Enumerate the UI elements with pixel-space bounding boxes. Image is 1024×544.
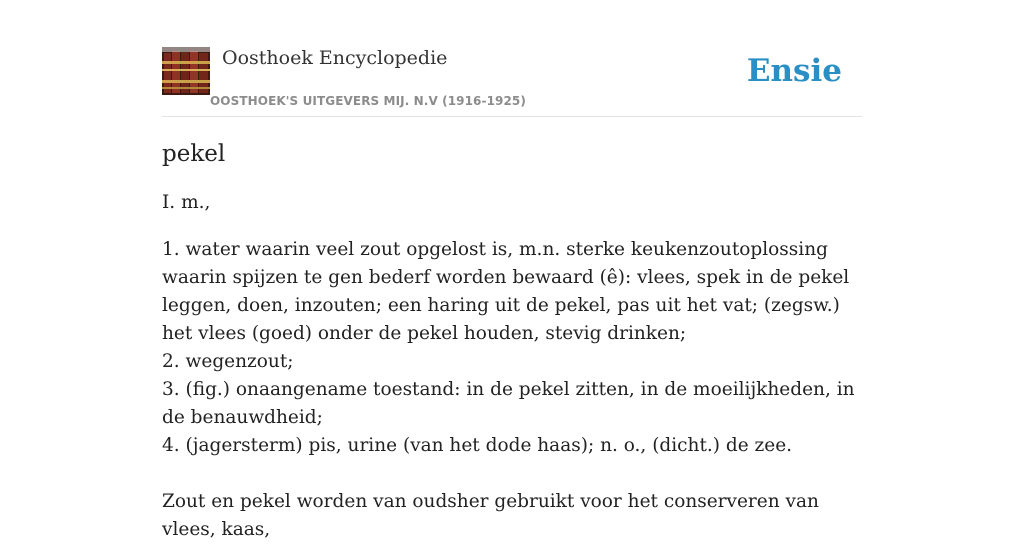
entry-grammar: I. m., [162,192,211,213]
definition-item: 1. water waarin veel zout opgelost is, m.n. sterke keukenzoutoplossing waarin spijzen te gen bederf worden bewaard (ê): vlees, spek in de pekel leggen, doen, inzouten; een haring uit de pekel, pas uit het vat; (zegsw.) het vlees (goed) onder de pekel houden, stevig drinken; [162,239,850,344]
definition-list [162,236,862,460]
entry-content [162,136,862,544]
definition-item: 3. (fig.) onaangename toestand: in de pekel zitten, in de moeilijkheden, in de benauwdheid; [162,379,855,428]
site-title[interactable]: Oosthoek Encyclopedie [222,47,448,69]
entry-note: Zout en pekel worden van oudsher gebruikt voor het conserveren van vlees, kaas, [162,491,819,540]
book-spines-icon[interactable] [162,47,210,95]
definition-item: 4. (jagersterm) pis, urine (van het dode haas); n. o., (dicht.) de zee. [162,435,793,456]
site-subtitle: OOSTHOEK'S UITGEVERS MIJ. N.V (1916-1925) [210,94,526,108]
brand-logo-link[interactable]: Ensie [746,53,842,89]
entry-headword: pekel [162,141,226,167]
site-header [162,46,862,117]
definition-item: 2. wegenzout; [162,351,294,372]
